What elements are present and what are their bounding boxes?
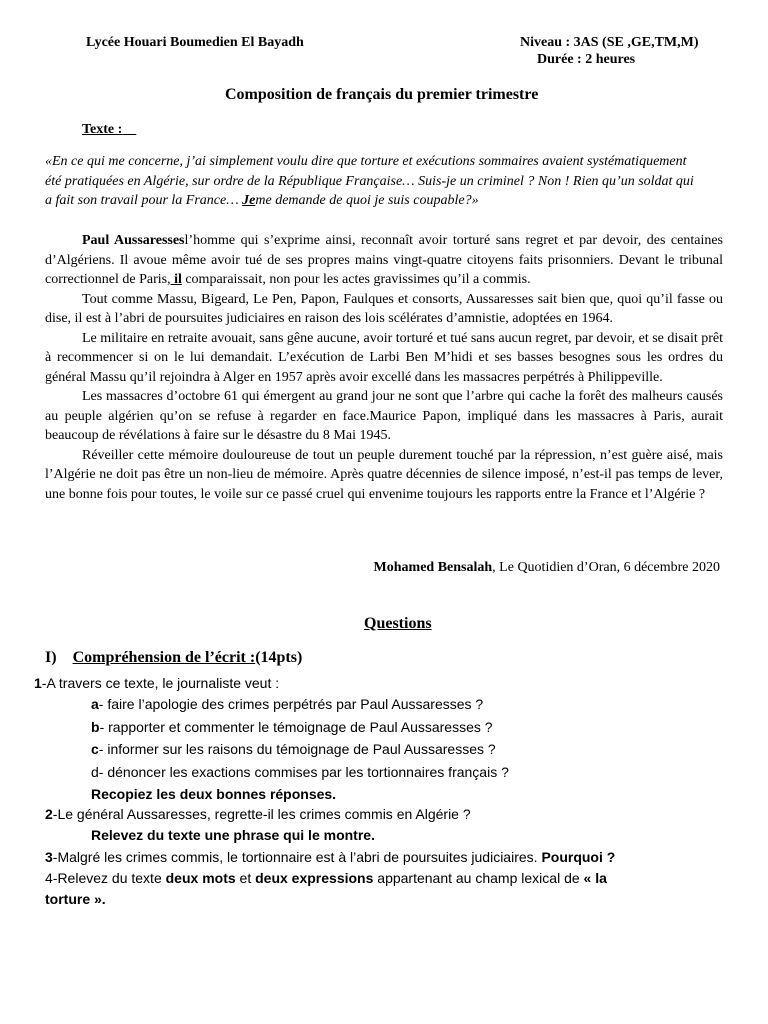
section-1-heading: I) Compréhension de l’écrit :(14pts) (45, 649, 303, 666)
article-signature: Mohamed Bensalah, Le Quotidien d’Oran, 6 décembre 2020 (373, 560, 720, 575)
question-2: 2-Le général Aussaresses, regrette-il les crimes commis en Algérie ? (45, 806, 471, 822)
person-name: Paul Aussaresses (82, 233, 185, 248)
question-1-instruction: Recopiez les deux bonnes réponses. (91, 786, 337, 802)
duration-info: Durée : 2 heures (537, 52, 636, 67)
underlined-pronoun: il (174, 272, 182, 287)
epigraph-quote: «En ce qui me concerne, j’ai simplement voulu dire que torture et exécutions sommaires avaient systématiquement été pratiquées en Algérie, sur ordre de la République Française… Suis-je un criminel ? Non ! Rien qu’un soldat qui a fait son travail pour la France… Jeme demande de quoi je suis coupable?» (45, 154, 694, 208)
question-2-instruction: Relevez du texte une phrase qui le montre. (91, 827, 375, 843)
option-a: a- faire l’apologie des crimes perpétrés par Paul Aussaresses ? (91, 696, 484, 712)
question-4-continuation: torture ». (45, 891, 106, 907)
questions-title: Questions (364, 615, 432, 632)
page-title: Composition de français du premier trimestre (225, 86, 539, 103)
article-body (45, 231, 723, 504)
paragraph-2: Tout comme Massu, Bigeard, Le Pen, Papon, Faulques et consorts, Aussaresses sait bien que, quoi qu’il fasse ou dise, il est à l’abri de poursuites judiciaires en raison des lois scélérates d’amnistie, adoptées en 1964. (45, 291, 723, 326)
option-b: b- rapporter et commenter le témoignage de Paul Aussaresses ? (91, 719, 493, 735)
paragraph-4: Les massacres d’octobre 61 qui émergent au grand jour ne sont que l’arbre qui cache la forêt des malheurs causés au peuple algérien qu’on se refuse à regarder en face.Maurice Papon, impliqué dans les massacres à Paris, aurait beaucoup de révélations à faire sur le désastre du 8 Mai 1945. (45, 389, 723, 443)
paragraph-1: Paul Aussaressesl’homme qui s’exprime ainsi, reconnaît avoir torturé sans regret et par devoir, des centaines d’Algériens. Il avoue même avoir tué de ses propres mains vingt-quatre citoyens faits prisonniers. Devant le tribunal correctionnel de Paris, il comparaissait, non pour les actes gravissimes qu’il a commis. (45, 233, 724, 287)
text-label: Texte : (82, 122, 123, 137)
option-d: d- dénoncer les exactions commises par les tortionnaires français ? (91, 764, 509, 780)
quote-emphasis: Je (242, 193, 256, 208)
level-info: Niveau : 3AS (SE ,GE,TM,M) (520, 35, 699, 50)
option-c: c- informer sur les raisons du témoignage de Paul Aussaresses ? (91, 741, 496, 757)
question-1: 1-A travers ce texte, le journaliste veut : (34, 675, 280, 691)
paragraph-5: Réveiller cette mémoire douloureuse de tout un peuple durement touché par la répression, n’est guère aisé, mais l’Algérie ne doit pas être un non-lieu de mémoire. Après quatre décennies de silence imposé, n’est-il pas temps de lever, une bonne fois pour toutes, le voile sur ce passé cruel qui envenime toujours les rapports entre la France et l’Algérie ? (45, 447, 723, 502)
question-3: 3-Malgré les crimes commis, le tortionnaire est à l’abri de poursuites judiciaires. Pourquoi ? (45, 849, 616, 865)
question-4: 4-Relevez du texte deux mots et deux expressions appartenant au champ lexical de « la (45, 870, 607, 886)
school-name: Lycée Houari Boumedien El Bayadh (86, 35, 304, 50)
paragraph-3: Le militaire en retraite avouait, sans gêne aucune, avoir torturé et tué sans aucun regret, par devoir, et se disait prêt à recommencer si on le lui demandait. L’exécution de Larbi Ben M’hidi et ses basses besognes sous les ordres du général Massu qu’il rejoindra à Alger en 1957 après avoir excellé dans les massacres perpétrés à Philippeville. (45, 330, 723, 385)
